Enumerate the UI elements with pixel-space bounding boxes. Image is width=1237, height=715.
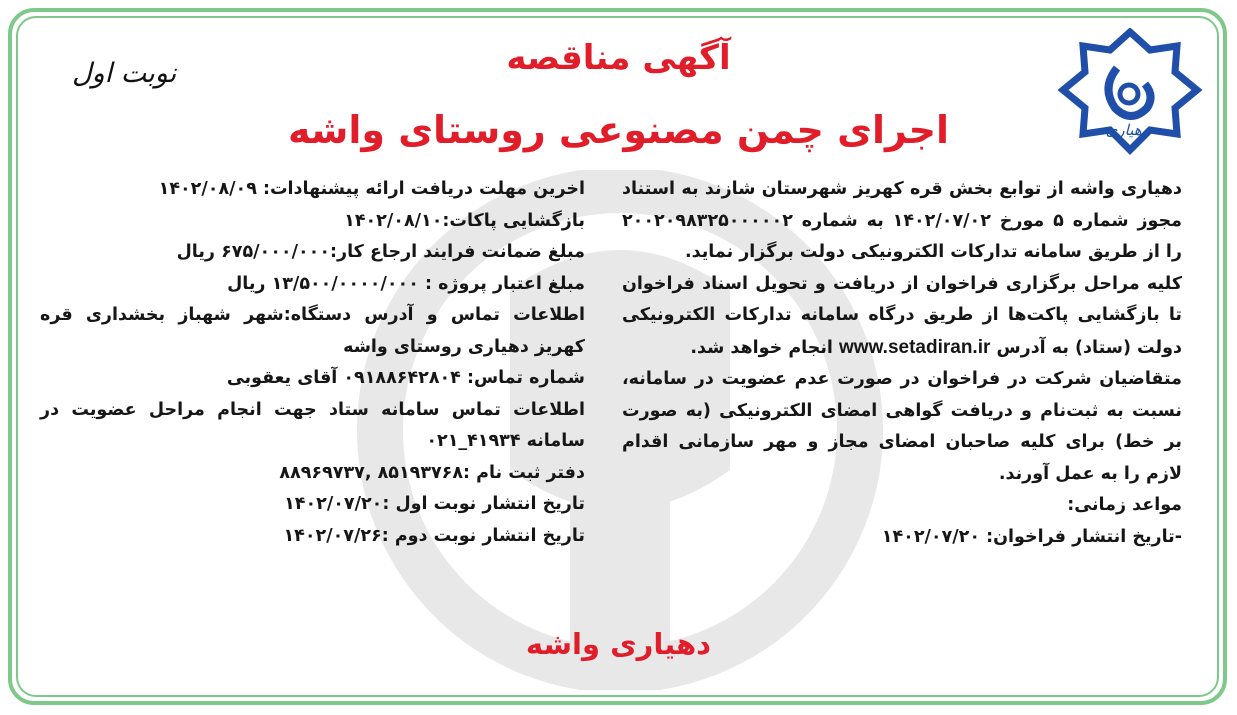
opening-line: بازگشایی پاکات:۱۴۰۲/۰۸/۱۰ xyxy=(344,210,585,231)
phone-line: شماره تماس: ۰۹۱۸۸۶۴۲۸۰۴ آقای یعقوبی xyxy=(226,368,585,388)
process-text-end: انجام خواهد شد. xyxy=(690,337,833,358)
second-publish-line: تاریخ انتشار نوبت دوم :۱۴۰۲/۰۷/۲۶ xyxy=(283,525,585,546)
description-column xyxy=(622,174,1204,553)
setad-contact-line: اطلاعات تماس سامانه ستاد جهت انجام مراحل عضویت در سامانه ۴۱۹۳۴_۰۲۱ xyxy=(40,399,585,451)
deadline-line: اخرین مهلت دریافت ارائه پیشنهادات: ۱۴۰۲/۰۸/۰۹ xyxy=(158,179,585,199)
process-text: کلیه مراحل برگزاری فراخوان از دریافت و تحویل اسناد فراخوان تا بازگشایی پاکت‌ها از طریق درگاه سامانه تدارکات الکترونیکی دولت (ستاد) به آدرس xyxy=(622,273,1182,358)
schedule-item: -تاریخ انتشار فراخوان: ۱۴۰۲/۰۷/۲۰ xyxy=(881,526,1182,547)
process-paragraph xyxy=(622,269,1204,365)
registration-office-line: دفتر ثبت نام :۸۵۱۹۳۷۶۸ ,۸۸۹۶۹۷۳۷ xyxy=(279,462,585,483)
budget-line: مبلغ اعتبار پروژه : ۱۳/۵۰۰/۰۰۰۰/۰۰۰ ریال xyxy=(227,273,585,294)
first-publish-line: تاریخ انتشار نوبت اول :۱۴۰۲/۰۷/۲۰ xyxy=(284,494,585,514)
footer-signature: دهیاری واشه xyxy=(525,627,712,661)
registration-paragraph: متقاضیان شرکت در فراخوان در صورت عدم عضویت در سامانه، نسبت به ثبت‌نام و دریافت گواهی امضای الکترونیکی (به صورت بر خط) برای کلیه صاحبان امضای مجاز و مهر سازمانی اقدام لازم را به عمل آورند. xyxy=(622,369,1182,484)
contact-info-line: اطلاعات تماس و آدرس دستگاه:شهر شهباز بخشداری قره کهریز دهیاری روستای واشه xyxy=(40,305,585,357)
guarantee-line: مبلغ ضمانت فرایند ارجاع کار:۶۷۵/۰۰۰/۰۰۰ ریال xyxy=(176,242,585,262)
logo-caption: دهیاری xyxy=(1105,121,1149,139)
page-subtitle: اجرای چمن مصنوعی روستای واشه xyxy=(287,108,950,152)
details-column xyxy=(40,174,607,552)
page-title: آگهی مناقصه xyxy=(506,38,731,78)
schedule-heading: مواعد زمانی: xyxy=(1067,495,1182,515)
setad-url-link[interactable]: www.setadiran.ir xyxy=(839,336,991,358)
intro-paragraph: دهیاری واشه از توابع بخش قره کهریز شهرستان شازند به استناد مجوز شماره ۵ مورخ ۱۴۰۲/۰۷/۰۲ به شماره ۲۰۰۲۰۹۸۳۲۵۰۰۰۰۰۲ را از طریق سامانه تدارکات الکترونیکی دولت برگزار نماید. xyxy=(622,179,1182,262)
turn-label: نوبت اول xyxy=(72,58,177,89)
